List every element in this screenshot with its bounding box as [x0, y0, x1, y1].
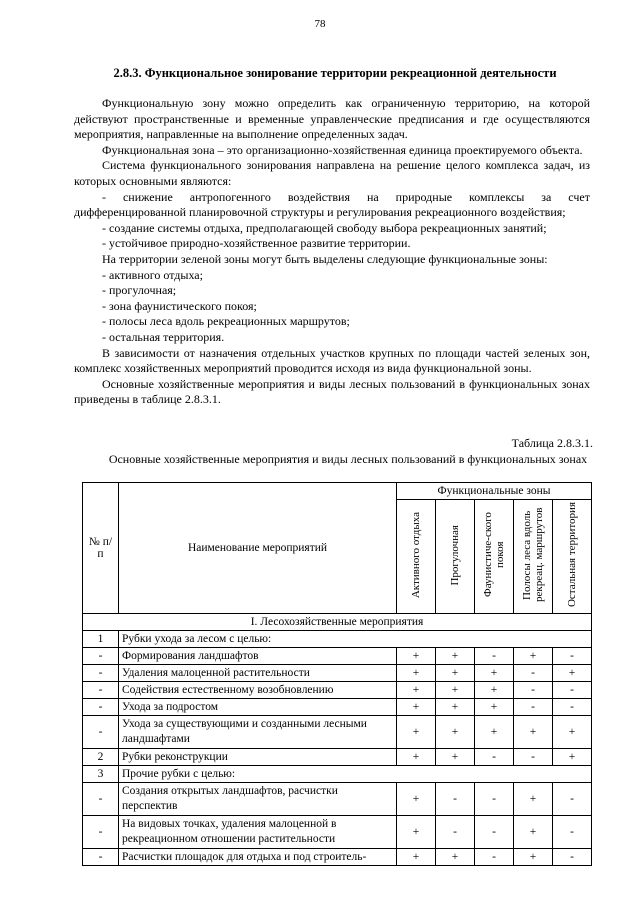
row-number: - — [83, 665, 119, 682]
zone-mark: + — [475, 699, 514, 716]
paragraph: - полосы леса вдоль рекреационных маршрутов; — [102, 314, 350, 329]
zone-mark: - — [475, 783, 514, 816]
table-row — [83, 816, 592, 849]
paragraph: Система функционального зонирования направлена на решение целого комплекса задач, из которых основными являются: — [74, 158, 590, 188]
row-measure-name: Ухода за подростом — [119, 699, 397, 716]
row-measure-name: Удаления малоценной растительности — [119, 665, 397, 682]
paragraph: Основные хозяйственные мероприятия и виды лесных пользований в функциональных зонах приведены в таблице 2.8.3.1. — [74, 376, 590, 407]
zone-mark: + — [475, 665, 514, 682]
zone-label: Полосы леса вдоль рекреац. маршрутов — [521, 507, 545, 603]
header-zones: Функциональные зоны — [397, 483, 592, 500]
zone-mark: + — [436, 749, 475, 766]
zone-mark: + — [397, 749, 436, 766]
section-title: 2.8.3. Функциональное зонирование территории рекреационной деятельности — [113, 66, 557, 80]
table-row — [83, 749, 592, 766]
table-section-title: I. Лесохозяйственные мероприятия — [83, 614, 592, 631]
row-measure-name: На видовых точках, удаления малоценной в рекреационном отношении растительности — [119, 816, 397, 849]
table-row — [83, 665, 592, 682]
paragraph: В зависимости от назначения отдельных участков крупных по площади частей зеленых зон, комплекс хозяйственных мероприятий проводится исходя из вида функциональной зоны. — [74, 345, 590, 376]
zone-mark: - — [553, 648, 592, 665]
row-number: - — [83, 716, 119, 749]
zone-label: Прогулочная — [449, 524, 461, 586]
zone-mark: + — [553, 665, 592, 682]
zone-label: Активного отдыха — [410, 511, 422, 599]
table-row — [83, 648, 592, 665]
paragraph: - устойчивое природно-хозяйственное развитие территории. — [102, 236, 411, 251]
zone-mark: + — [397, 682, 436, 699]
zone-mark: - — [553, 699, 592, 716]
zone-header-strips — [514, 500, 553, 614]
zone-mark: + — [436, 716, 475, 749]
zone-mark: - — [475, 648, 514, 665]
row-measure-name: Содействия естественному возобновлению — [119, 682, 397, 699]
paragraph: На территории зеленой зоны могут быть выделены следующие функциональные зоны: — [102, 251, 548, 266]
zone-mark: + — [397, 716, 436, 749]
zone-header-fauna — [475, 500, 514, 614]
paragraph: - остальная территория. — [102, 329, 225, 344]
zone-mark: - — [553, 682, 592, 699]
zone-header-walking — [436, 500, 475, 614]
row-number: 1 — [83, 631, 119, 648]
zone-mark: + — [397, 783, 436, 816]
zone-header-active — [397, 500, 436, 614]
row-measure-name: Рубки ухода за лесом с целью: — [119, 631, 592, 648]
paragraph: - зона фаунистического покоя; — [102, 298, 257, 313]
zone-header-other — [553, 500, 592, 614]
row-number: - — [83, 783, 119, 816]
zone-mark: + — [514, 716, 553, 749]
table-row — [83, 699, 592, 716]
zone-mark: + — [475, 682, 514, 699]
table-caption: Таблица 2.8.3.1. — [511, 436, 593, 450]
zone-mark: - — [514, 682, 553, 699]
row-measure-name: Формирования ландшафтов — [119, 648, 397, 665]
paragraph: Функциональную зону можно определить как ограниченную территорию, на которой действуют пространственные и временные управленческие предписания и где осуществляются мероприятия, направленные на выполнение определенных задач. — [74, 96, 590, 142]
paragraph: - снижение антропогенного воздействия на природные комплексы за счет дифференцированной планировочной структуры и регулирования рекреационного воздействия; — [74, 189, 590, 220]
measures-table — [82, 482, 592, 866]
paragraph: - создание системы отдыха, предполагающей свободу выбора рекреационных занятий; — [102, 220, 547, 235]
zone-mark: - — [553, 783, 592, 816]
zone-mark: - — [553, 849, 592, 866]
row-number: - — [83, 648, 119, 665]
zone-mark: + — [553, 749, 592, 766]
zone-mark: + — [436, 849, 475, 866]
zone-mark: + — [553, 716, 592, 749]
zone-mark: - — [436, 816, 475, 849]
zone-mark: - — [514, 749, 553, 766]
header-name: Наименование мероприятий — [119, 483, 397, 614]
table-row — [83, 631, 592, 648]
zone-label: Остальная территория — [566, 502, 579, 608]
row-number: - — [83, 699, 119, 716]
zone-mark: + — [514, 816, 553, 849]
zone-mark: + — [475, 716, 514, 749]
paragraph: Функциональная зона – это организационно-хозяйственная единица проектируемого объекта. — [102, 142, 583, 157]
paragraph: - прогулочная; — [102, 283, 177, 298]
zone-mark: + — [397, 816, 436, 849]
zone-mark: - — [475, 749, 514, 766]
zone-mark: + — [514, 648, 553, 665]
row-number: - — [83, 682, 119, 699]
zone-mark: + — [436, 665, 475, 682]
row-measure-name: Прочие рубки с целью: — [119, 766, 592, 783]
table-row — [83, 682, 592, 699]
zone-mark: + — [397, 665, 436, 682]
zone-mark: + — [397, 699, 436, 716]
header-number: № п/п — [83, 483, 119, 614]
zone-mark: + — [436, 682, 475, 699]
page-number: 78 — [314, 18, 326, 30]
zone-label: Фаунистиче-ского покоя — [482, 512, 506, 598]
zone-mark: - — [475, 849, 514, 866]
zone-mark: + — [436, 648, 475, 665]
table-row — [83, 849, 592, 866]
zone-mark: + — [397, 849, 436, 866]
zone-mark: + — [436, 699, 475, 716]
paragraph: - активного отдыха; — [102, 267, 203, 282]
table-row — [83, 766, 592, 783]
zone-mark: + — [397, 648, 436, 665]
zone-mark: - — [436, 783, 475, 816]
zone-mark: + — [514, 783, 553, 816]
row-measure-name: Рубки реконструкции — [119, 749, 397, 766]
row-measure-name: Расчистки площадок для отдыха и под строитель- — [119, 849, 397, 866]
row-number: 3 — [83, 766, 119, 783]
table-row — [83, 783, 592, 816]
zone-mark: + — [514, 849, 553, 866]
table-row — [83, 716, 592, 749]
row-measure-name: Ухода за существующими и созданными лесными ландшафтами — [119, 716, 397, 749]
row-number: - — [83, 816, 119, 849]
body-text — [74, 96, 590, 408]
zone-mark: - — [475, 816, 514, 849]
row-measure-name: Создания открытых ландшафтов, расчистки перспектив — [119, 783, 397, 816]
zone-mark: - — [553, 816, 592, 849]
zone-mark: - — [514, 699, 553, 716]
table-title: Основные хозяйственные мероприятия и виды лесных пользований в функциональных зонах — [108, 452, 588, 466]
zone-mark: - — [514, 665, 553, 682]
row-number: 2 — [83, 749, 119, 766]
row-number: - — [83, 849, 119, 866]
